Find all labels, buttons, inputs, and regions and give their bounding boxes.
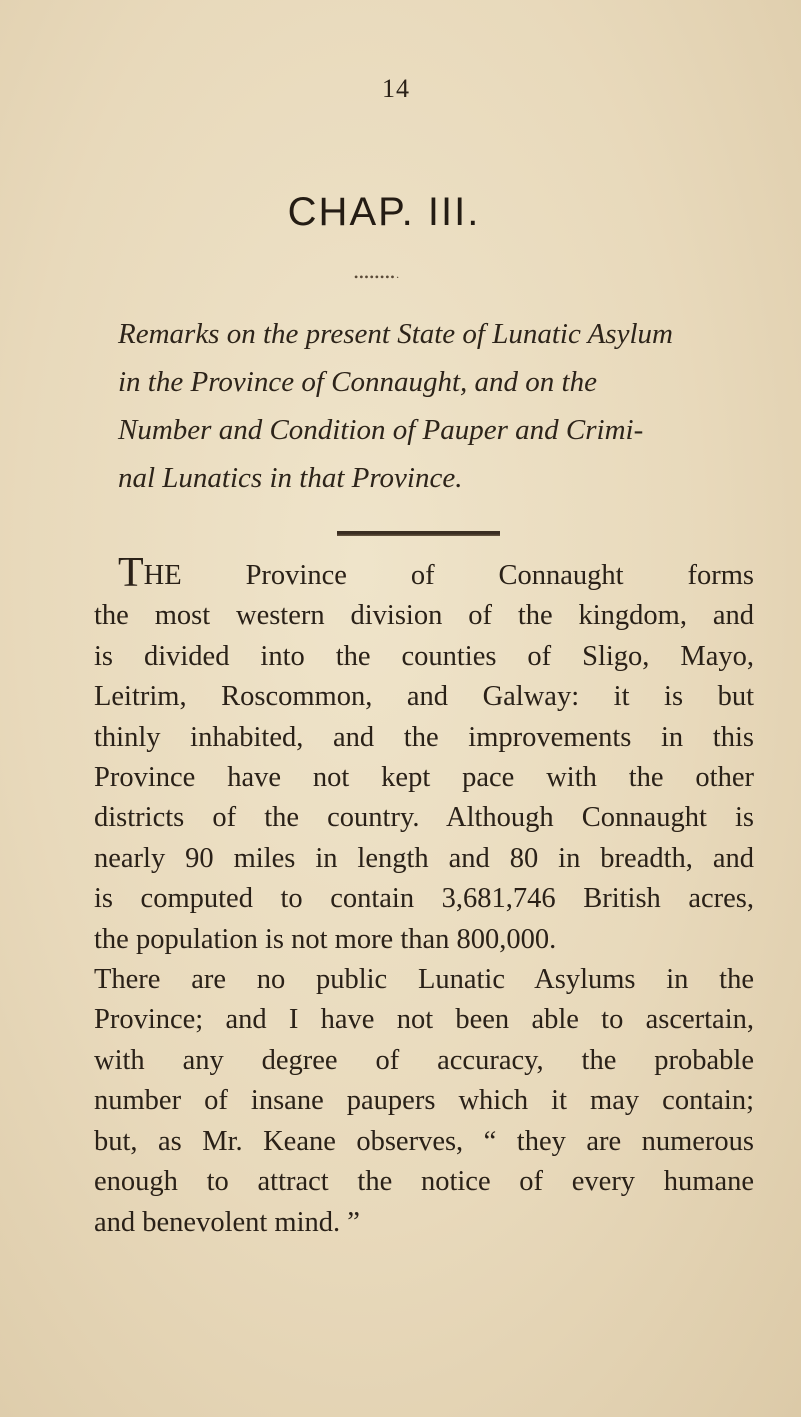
body-line: with any degree of accuracy, the probable xyxy=(94,1044,754,1076)
rule-divider xyxy=(337,531,500,536)
body-line: Province; and I have not been able to ascertain, xyxy=(94,1004,754,1036)
body-line: There are no public Lunatic Asylums in the xyxy=(94,964,754,996)
body-line: nearly 90 miles in length and 80 in breadth, and xyxy=(94,842,754,874)
body-line: the population is not more than 800,000. xyxy=(94,923,557,955)
page-number: 14 xyxy=(382,74,410,103)
drop-cap: T xyxy=(118,550,144,596)
chapter-heading: CHAP. III. xyxy=(287,190,481,234)
summary-line: in the Province of Connaught, and on the xyxy=(118,366,597,398)
body-line: is divided into the counties of Sligo, Mayo, xyxy=(94,640,754,672)
body-line: the most western division of the kingdom, and xyxy=(94,600,754,632)
body-line: number of insane paupers which it may contain; xyxy=(94,1085,754,1117)
summary-line: Number and Condition of Pauper and Crimi- xyxy=(118,414,644,446)
body-line: enough to attract the notice of every humane xyxy=(94,1166,754,1198)
summary-line: nal Lunatics in that Province. xyxy=(118,462,463,494)
body-paragraph xyxy=(94,550,754,1243)
body-line: is computed to contain 3,681,746 British acres, xyxy=(94,883,754,915)
body-line: but, as Mr. Keane observes, “ they are numerous xyxy=(94,1125,754,1157)
body-line: Leitrim, Roscommon, and Galway: it is but xyxy=(94,681,754,713)
ornament-dots: ••••••••· xyxy=(354,270,401,284)
body-line-first xyxy=(94,550,754,596)
body-line: and benevolent mind. ” xyxy=(94,1206,360,1238)
body-line: Province have not kept pace with the other xyxy=(94,762,754,794)
chapter-summary xyxy=(118,310,758,502)
body-line: thinly inhabited, and the improvements in this xyxy=(94,721,754,753)
summary-line: Remarks on the present State of Lunatic Asylum xyxy=(118,318,673,350)
body-line-first-text: HE Province of Connaught forms xyxy=(143,560,754,591)
body-line: districts of the country. Although Connaught is xyxy=(94,802,754,834)
